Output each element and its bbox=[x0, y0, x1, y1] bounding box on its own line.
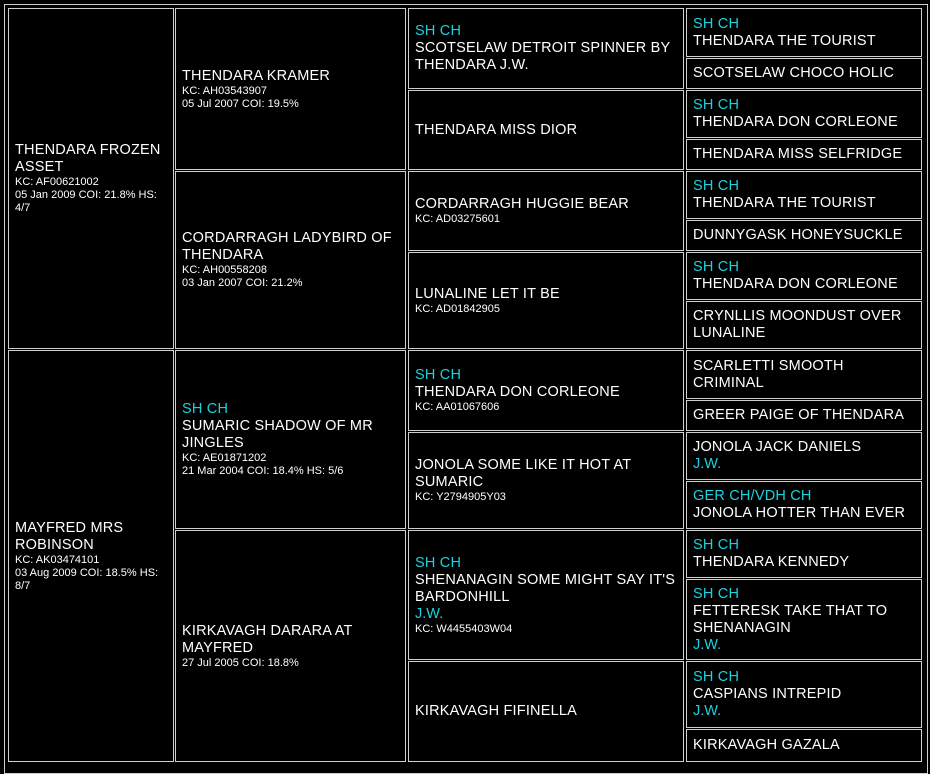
dog-name[interactable]: SHENANAGIN SOME MIGHT SAY IT'S BARDONHILL bbox=[415, 571, 676, 605]
dog-info: 05 Jan 2009 COI: 21.8% HS: 4/7 bbox=[15, 189, 157, 214]
great-great-grandparent[interactable] bbox=[686, 8, 922, 57]
jw-badge: J.W. bbox=[693, 456, 722, 472]
title-badge: SH CH bbox=[415, 23, 462, 39]
dog-name[interactable]: KIRKAVAGH DARARA AT MAYFRED bbox=[182, 622, 353, 656]
dog-name[interactable]: SCOTSELAW DETROIT SPINNER BY THENDARA J.W. bbox=[415, 40, 671, 73]
dog-name[interactable]: THENDARA MISS SELFRIDGE bbox=[693, 146, 903, 162]
title-badge: SH CH bbox=[693, 97, 740, 113]
dog-name[interactable]: KIRKAVAGH GAZALA bbox=[693, 737, 840, 753]
grandparent[interactable] bbox=[175, 530, 406, 762]
great-great-grandparent[interactable] bbox=[686, 661, 922, 728]
title-badge: SH CH bbox=[415, 367, 462, 383]
great-grandparent[interactable] bbox=[408, 661, 684, 762]
great-great-grandparent[interactable] bbox=[686, 481, 922, 529]
great-great-grandparent[interactable] bbox=[686, 90, 922, 138]
great-great-grandparent[interactable] bbox=[686, 139, 922, 170]
great-grandparent[interactable] bbox=[408, 432, 684, 529]
grandparent[interactable] bbox=[175, 350, 406, 529]
jw-badge: J.W. bbox=[415, 605, 444, 622]
great-great-grandparent[interactable] bbox=[686, 171, 922, 219]
dog-name[interactable]: CASPIANS INTREPID bbox=[693, 686, 842, 702]
kc-number: KC: AH03543907 bbox=[182, 84, 268, 97]
dog-name[interactable]: JONOLA HOTTER THAN EVER bbox=[693, 505, 906, 521]
kc-number: KC: AA01067606 bbox=[415, 401, 500, 413]
dog-name[interactable]: THENDARA FROZEN ASSET bbox=[15, 142, 161, 175]
great-great-grandparent[interactable] bbox=[686, 301, 922, 349]
kc-number: KC: AD01842905 bbox=[415, 302, 501, 315]
title-badge: SH CH bbox=[415, 554, 462, 571]
title-badge: SH CH bbox=[693, 585, 740, 602]
kc-number: KC: AD03275601 bbox=[415, 213, 501, 225]
dog-name[interactable]: THENDARA KRAMER bbox=[182, 67, 331, 84]
dog-name[interactable]: THENDARA DON CORLEONE bbox=[693, 114, 898, 130]
kc-number: KC: AH00558208 bbox=[182, 264, 268, 276]
jw-badge: J.W. bbox=[693, 636, 722, 653]
dog-name[interactable]: SUMARIC SHADOW OF MR JINGLES bbox=[182, 418, 373, 451]
title-badge: SH CH bbox=[693, 178, 740, 194]
dog-info: 21 Mar 2004 COI: 18.4% HS: 5/6 bbox=[182, 465, 344, 477]
dog-name[interactable]: THENDARA THE TOURIST bbox=[693, 195, 876, 211]
great-great-grandparent[interactable] bbox=[686, 729, 922, 762]
dog-name[interactable]: SCOTSELAW CHOCO HOLIC bbox=[693, 65, 895, 81]
great-great-grandparent[interactable] bbox=[686, 252, 922, 300]
title-badge: SH CH bbox=[693, 15, 740, 32]
kc-number: KC: AF00621002 bbox=[15, 176, 99, 188]
kc-number: KC: W4455403W04 bbox=[415, 622, 513, 635]
dog-name[interactable]: MAYFRED MRS ROBINSON bbox=[15, 519, 124, 553]
great-great-grandparent[interactable] bbox=[686, 530, 922, 578]
dog-name[interactable]: JONOLA SOME LIKE IT HOT AT SUMARIC bbox=[415, 457, 632, 490]
great-grandparent[interactable] bbox=[408, 252, 684, 349]
grandparent[interactable] bbox=[175, 8, 406, 170]
great-grandparent[interactable] bbox=[408, 171, 684, 251]
kc-number: KC: Y2794905Y03 bbox=[415, 491, 506, 503]
dog-name[interactable]: SCARLETTI SMOOTH CRIMINAL bbox=[693, 357, 844, 391]
dog-name[interactable]: LUNALINE LET IT BE bbox=[415, 285, 560, 302]
dog-info: 03 Aug 2009 COI: 18.5% HS: 8/7 bbox=[15, 566, 159, 592]
title-badge: SH CH bbox=[693, 537, 740, 553]
title-badge: SH CH bbox=[693, 259, 740, 275]
dog-name[interactable]: JONOLA JACK DANIELS bbox=[693, 439, 862, 455]
great-great-grandparent[interactable] bbox=[686, 220, 922, 251]
dam[interactable] bbox=[8, 350, 174, 762]
title-badge: SH CH bbox=[182, 401, 229, 417]
great-great-grandparent[interactable] bbox=[686, 400, 922, 431]
dog-info: 03 Jan 2007 COI: 21.2% bbox=[182, 277, 303, 289]
dog-name[interactable]: DUNNYGASK HONEYSUCKLE bbox=[693, 227, 903, 243]
great-grandparent[interactable] bbox=[408, 8, 684, 89]
great-grandparent[interactable] bbox=[408, 90, 684, 170]
great-great-grandparent[interactable] bbox=[686, 58, 922, 89]
dog-name[interactable]: KIRKAVAGH FIFINELLA bbox=[415, 703, 577, 719]
dog-name[interactable]: THENDARA MISS DIOR bbox=[415, 121, 578, 138]
dog-info: 05 Jul 2007 COI: 19.5% bbox=[182, 97, 299, 110]
great-grandparent[interactable] bbox=[408, 530, 684, 660]
kc-number: KC: AE01871202 bbox=[182, 452, 267, 464]
kc-number: KC: AK03474101 bbox=[15, 553, 100, 566]
dog-name[interactable]: FETTERESK TAKE THAT TO SHENANAGIN bbox=[693, 602, 888, 636]
title-badge: GER CH/VDH CH bbox=[693, 488, 812, 504]
great-great-grandparent[interactable] bbox=[686, 432, 922, 480]
dog-name[interactable]: CORDARRAGH LADYBIRD OF THENDARA bbox=[182, 230, 392, 263]
dog-name[interactable]: CRYNLLIS MOONDUST OVER LUNALINE bbox=[693, 308, 902, 341]
dog-info: 27 Jul 2005 COI: 18.8% bbox=[182, 656, 299, 669]
dog-name[interactable]: THENDARA KENNEDY bbox=[693, 554, 850, 570]
jw-badge: J.W. bbox=[693, 703, 722, 719]
dog-name[interactable]: THENDARA DON CORLEONE bbox=[693, 276, 898, 292]
dog-name[interactable]: GREER PAIGE OF THENDARA bbox=[693, 407, 905, 423]
sire[interactable] bbox=[8, 8, 174, 349]
dog-name[interactable]: THENDARA DON CORLEONE bbox=[415, 384, 620, 400]
dog-name[interactable]: THENDARA THE TOURIST bbox=[693, 32, 876, 49]
title-badge: SH CH bbox=[693, 669, 740, 685]
great-great-grandparent[interactable] bbox=[686, 579, 922, 660]
great-grandparent[interactable] bbox=[408, 350, 684, 431]
grandparent[interactable] bbox=[175, 171, 406, 349]
great-great-grandparent[interactable] bbox=[686, 350, 922, 399]
dog-name[interactable]: CORDARRAGH HUGGIE BEAR bbox=[415, 196, 629, 212]
